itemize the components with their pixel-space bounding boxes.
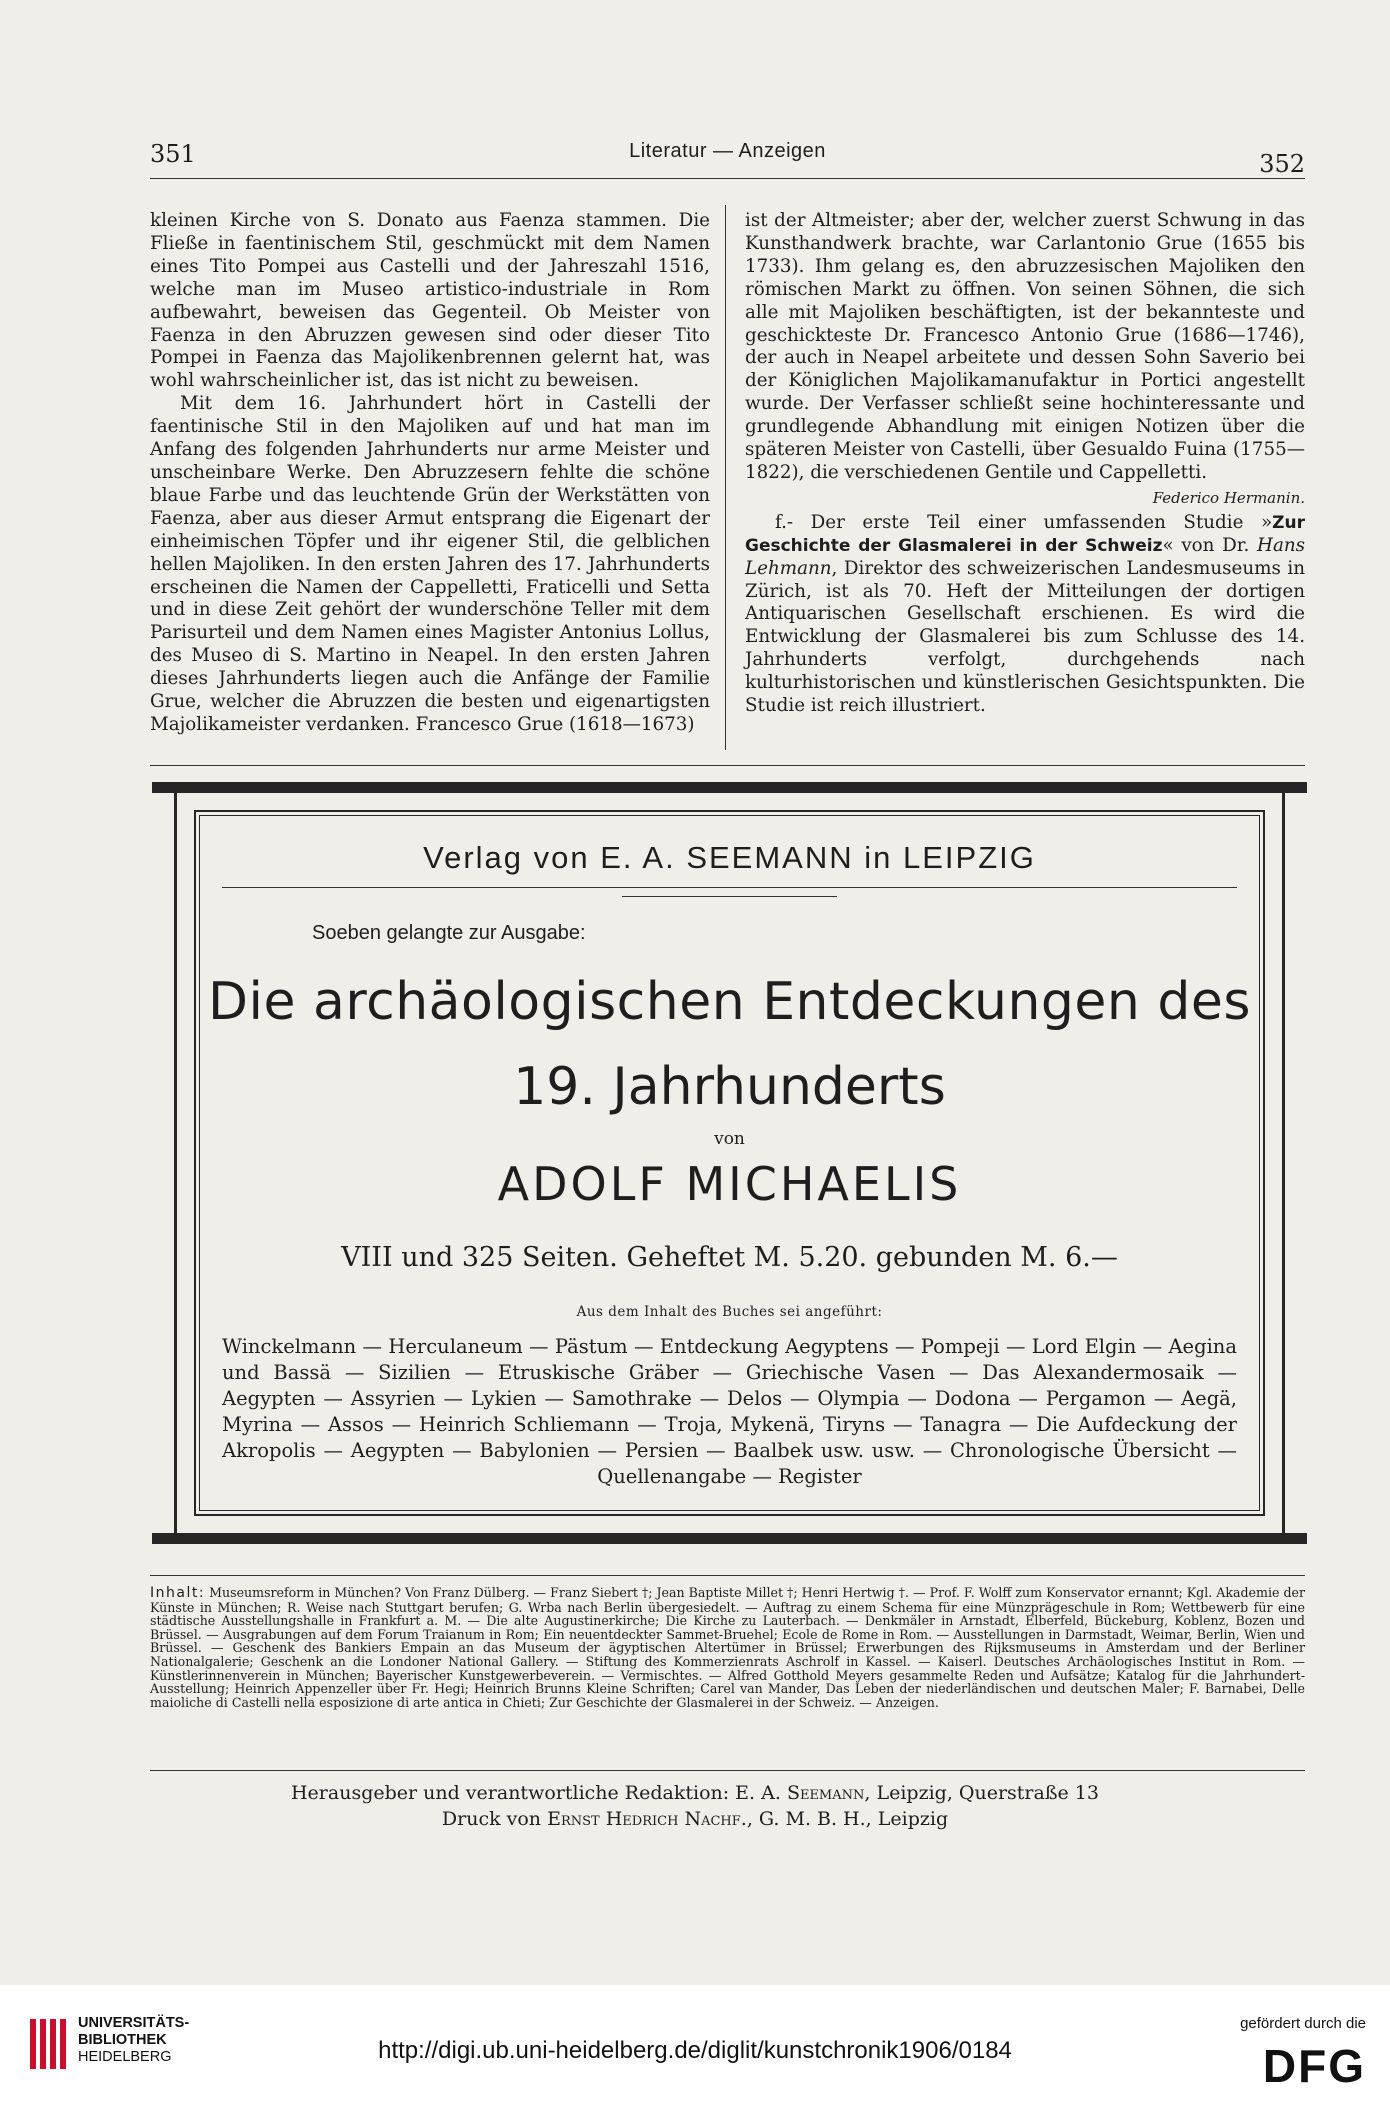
left-column	[150, 210, 710, 737]
dfg-logo: DFG	[1262, 2040, 1366, 2092]
ad-rule-short	[622, 896, 837, 897]
ad-publisher: Verlag von E. A. SEEMANN in LEIPZIG	[423, 840, 1036, 875]
advertisement-box	[152, 782, 1307, 1544]
page-number-right: 352	[1259, 150, 1305, 178]
notice-lead: f.- Der erste Teil einer umfassenden Studie »	[775, 511, 1273, 533]
right-paragraph-1: ist der Altmeister; aber der, welcher zuerst Schwung in das Kunsthandwerk brachte, war Carlantonio Grue (1655 bis 1733). Ihm gelang es, den abruzzesischen Majoliken den römischen Markt zu öffnen. Von seinen Söhnen, die sich alle mit Majoliken beschäftigten, ist der bekannteste und geschickteste Dr. Francesco Antonio Grue (1686—1746), der auch in Neapel arbeitete und dessen Sohn Saverio bei der Königlichen Majolikamanufaktur in Portici angestellt wurde. Der Verfasser schließt seine hochinteressante und grundlegende Abhandlung mit einigen Notizen über die späteren Meister von Castelli, über Gesualdo Fuina (1755—1822), die verschiedenen Gentile und Cappelletti.	[745, 210, 1305, 483]
right-paragraph-2	[745, 512, 1305, 718]
column-divider	[725, 205, 726, 750]
header-rule	[150, 178, 1305, 179]
ad-announcement: Soeben gelangte zur Ausgabe:	[312, 922, 586, 944]
left-paragraph-1: kleinen Kirche von S. Donato aus Faenza stammen. Die Fließe in faentinischem Stil, geschmückt mit dem Namen eines Tito Pompei aus Castelli und der Jahreszahl 1516, welche man im Museo artistico-industriale in Rom aufbewahrt, beweisen das Gegenteil. Ob Meister von Faenza in den Abruzzen gewesen sind oder dieser Tito Pompei in Faenza das Majolikenbrennen gelernt hat, was wohl wahrscheinlicher ist, das ist nicht zu beweisen.	[150, 210, 710, 392]
toc-rule	[150, 1770, 1305, 1771]
page-number-left: 351	[150, 140, 196, 168]
ad-price-line: VIII und 325 Seiten. Geheftet M. 5.20. gebunden M. 6.—	[341, 1242, 1118, 1273]
ad-frame-top-bar	[152, 782, 1307, 793]
notice-rest: , Direktor des schweizerischen Landesmuseums in Zürich, ist als 70. Heft der Mitteilungen der dortigen Antiquarischen Gesellschaft erschienen. Es wird die Entwicklung der Glasmalerei bis zum Schlusse des 14. Jahrhunderts verfolgt, durchgehends nach kulturhistorischen und künstlerischen Gesichtspunkten. Die Studie ist reich illustriert.	[745, 557, 1305, 717]
ad-book-title-line-1: Die archäologischen Entdeckungen des	[208, 972, 1251, 1032]
imprint-editor-prefix: Herausgeber und verantwortliche Redaktion: E. A.	[290, 1782, 787, 1804]
author-signature: Federico Hermanin.	[1152, 488, 1305, 507]
notice-book-title: Zur Geschichte der Glasmalerei in der Schweiz	[745, 512, 1305, 556]
library-name-line-2: BIBLIOTHEK	[78, 2032, 167, 2048]
funding-caption: gefördert durch die	[1240, 2015, 1366, 2032]
ad-by: von	[714, 1129, 745, 1149]
ad-contents-list: Winckelmann — Herculaneum — Pästum — Entdeckung Aegyptens — Pompeji — Lord Elgin — Aegina und Bassä — Sizilien — Etruskische Gräber — Griechische Vasen — Das Alexandermosaik — Aegypten — Assyrien — Lykien — Samothrake — Delos — Olympia — Dodona — Pergamon — Aegä, Myrina — Assos — Heinrich Schliemann — Troja, Mykenä, Tiryns — Tanagra — Die Aufdeckung der Akropolis — Aegypten — Babylonien — Persien — Baalbek usw. usw. — Chronologische Übersicht — Quellenangabe — Register	[222, 1335, 1237, 1488]
imprint-line-2	[0, 1806, 1390, 1832]
library-name-line-1: UNIVERSITÄTS-	[78, 2015, 190, 2031]
ad-contents-heading: Aus dem Inhalt des Buches sei angeführt:	[576, 1304, 883, 1320]
imprint-printer-name: Ernst Hedrich Nachf.	[547, 1808, 747, 1830]
notice-author: Hans Lehmann	[745, 534, 1305, 579]
imprint-printer-prefix: Druck von	[441, 1808, 548, 1830]
digitization-footer	[0, 1985, 1390, 2101]
permalink-url[interactable]: http://digi.ub.uni-heidelberg.de/diglit/kunstchronik1906/0184	[378, 2037, 1012, 2064]
notice-mid: « von Dr.	[1162, 534, 1257, 556]
ad-author: ADOLF MICHAELIS	[497, 1157, 962, 1211]
ad-bottom-rule	[150, 1575, 1305, 1576]
toc-label: Inhalt:	[150, 1585, 206, 1601]
left-paragraph-2: Mit dem 16. Jahrhundert hört in Castelli der faentinische Stil in den Majoliken auf und hat man im Anfang des folgenden Jahrhunderts nur arme Meister und unscheinbare Werke. Den Abruzzesern fehlte die schöne blaue Farbe und das leuchtende Grün der Werkstätten von Faenza, aber aus dieser Armut entsprang die Eigenart der einheimischen Töpfer und ihr eigener Stil, die gelblichen hellen Majoliken. In den ersten Jahren des 17. Jahrhunderts erscheinen die Namen der Cappelletti, Fraticelli und Setta und in diese Zeit gehört der wunderschöne Teller mit dem Parisurteil und dem Namen eines Magister Antonius Lollus, des Museo di S. Martino in Neapel. In den ersten Jahren dieses Jahrhunderts liegen auch die Anfänge der Familie Grue, welcher die Abruzzen die besten und eigenartigsten Majolikameister verdanken. Francesco Grue (1618—1673)	[150, 393, 710, 735]
section-rule	[150, 765, 1305, 766]
imprint	[0, 1780, 1390, 1832]
right-column	[745, 210, 1305, 718]
imprint-printer-suffix: , G. M. B. H., Leipzig	[746, 1808, 949, 1830]
imprint-editor-address: , Leipzig, Querstraße 13	[864, 1782, 1099, 1804]
ad-book-title-line-2: 19. Jahrhunderts	[513, 1057, 946, 1117]
ad-frame-bottom-bar	[152, 1533, 1307, 1544]
running-header	[150, 140, 1305, 178]
running-title: Literatur — Anzeigen	[629, 140, 826, 162]
imprint-editor-name: Seemann	[786, 1782, 865, 1804]
ad-rule	[222, 887, 1237, 888]
imprint-line-1	[0, 1780, 1390, 1806]
table-of-contents	[150, 1586, 1305, 1709]
toc-text: Museumsreform in München? Von Franz Dülberg. — Franz Siebert †; Jean Baptiste Millet †; Henri Hertwig †. — Prof. F. Wolff zum Konservator ernannt; Kgl. Akademie der Künste in München; R. Weise nach Stuttgart berufen; G. Wrba nach Berlin übergesiedelt. — Auftrag zu einem Schema für eine Münzprägeschule in Rom; Wettbewerb für eine städtische Ausstellungshalle in Frankfurt a. M. — Die alte Augustinerkirche; Die Kirche zu Lauterbach. — Denkmäler in Arnstadt, Elberfeld, Bückeburg, Koblenz, Bozen und Brüssel. — Ausgrabungen auf dem Forum Traianum in Rom; Ein neuentdeckter Sammet-Bruehel; Ecole de Rome in Rom. — Ausstellungen in Darmstadt, Weimar, Berlin, Wien und Brüssel. — Geschenk des Bankiers Empain an das Museum der ägyptischen Altertümer in Brüssel; Erwerbungen des Rijksmuseums in Amsterdam und der Berliner Nationalgalerie; Geschenk an die Londoner National Gallery. — Stiftung des Kommerzienrats Aschrolf in Kassel. — Kaiserl. Deutsches Archäologisches Institut in Rom. — Künstlerinnenverein in München; Bayerischer Kunstgewerbeverein. — Vermischtes. — Alfred Gotthold Meyers gesammelte Reden und Aufsätze; Katalog für die Jahrhundert-Ausstellung; Heinrich Appenzeller über Fr. Hegi; Heinrich Brunns Kleine Schriften; Carel van Mander, Das Leben der niederländischen und deutschen Maler; F. Barnabei, Delle maioliche di Castelli nella esposizione di arte antica in Chieti; Zur Geschichte der Glasmalerei in der Schweiz. — Anzeigen.	[150, 1585, 1305, 1710]
library-name-line-3: HEIDELBERG	[78, 2049, 172, 2065]
